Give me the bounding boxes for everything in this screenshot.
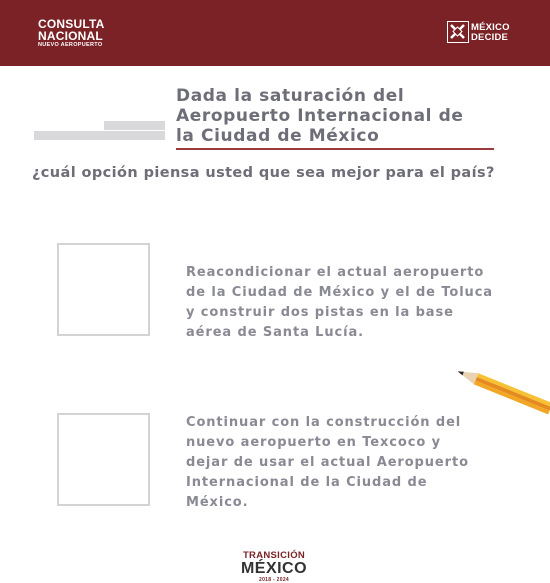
decorative-bar-top xyxy=(104,121,165,130)
footer-line-3: 2018 - 2024 xyxy=(259,576,289,583)
question-line-3: la Ciudad de México xyxy=(176,126,380,146)
footer-line-2: MÉXICO xyxy=(240,559,308,577)
option-1-label xyxy=(186,263,506,343)
footer-line-1: TRANSICIÓN xyxy=(242,550,306,561)
question-line-2: Aeropuerto Internacional de xyxy=(176,106,464,126)
option-1-line-4: aérea de Santa Lucía. xyxy=(186,325,364,340)
logo-right-line-2: DECIDE xyxy=(471,32,509,43)
option-1-line-1: Reacondicionar el actual aeropuerto xyxy=(186,265,485,280)
consulta-nacional-logo xyxy=(38,18,104,49)
option-2-line-2: nuevo aeropuerto en Texcoco y xyxy=(186,435,441,450)
option-2-line-4: Internacional de la Ciudad de xyxy=(186,475,428,490)
decorative-bar-bottom xyxy=(34,131,165,140)
question-title xyxy=(176,86,506,146)
title-underline xyxy=(176,148,494,150)
pencil-icon xyxy=(458,365,550,429)
question-subtitle: ¿cuál opción piensa usted que sea mejor para el país? xyxy=(32,165,495,181)
logo-right-line-1: MÉXICO xyxy=(471,22,510,33)
option-1-line-3: y construir dos pistas en la base xyxy=(186,305,454,320)
option-2-checkbox[interactable] xyxy=(57,413,150,506)
option-1-line-2: de la Ciudad de México y el de Toluca xyxy=(186,285,493,300)
option-2-line-1: Continuar con la construcción del xyxy=(186,415,462,430)
logo-line-1: CONSULTA xyxy=(38,17,105,31)
option-2-line-3: dejar de usar el actual Aeropuerto xyxy=(186,455,469,470)
option-2-line-5: México. xyxy=(186,495,249,510)
transicion-mexico-logo xyxy=(238,551,310,583)
logo-line-2: NACIONAL xyxy=(38,29,103,43)
mexico-decide-logo xyxy=(447,21,515,45)
mexico-decide-logo-icon xyxy=(447,21,469,43)
logo-line-3: NUEVO AEROPUERTO xyxy=(38,42,103,48)
option-1-checkbox[interactable] xyxy=(57,243,150,336)
question-line-1: Dada la saturación del xyxy=(176,86,405,106)
header-bar xyxy=(0,0,550,66)
